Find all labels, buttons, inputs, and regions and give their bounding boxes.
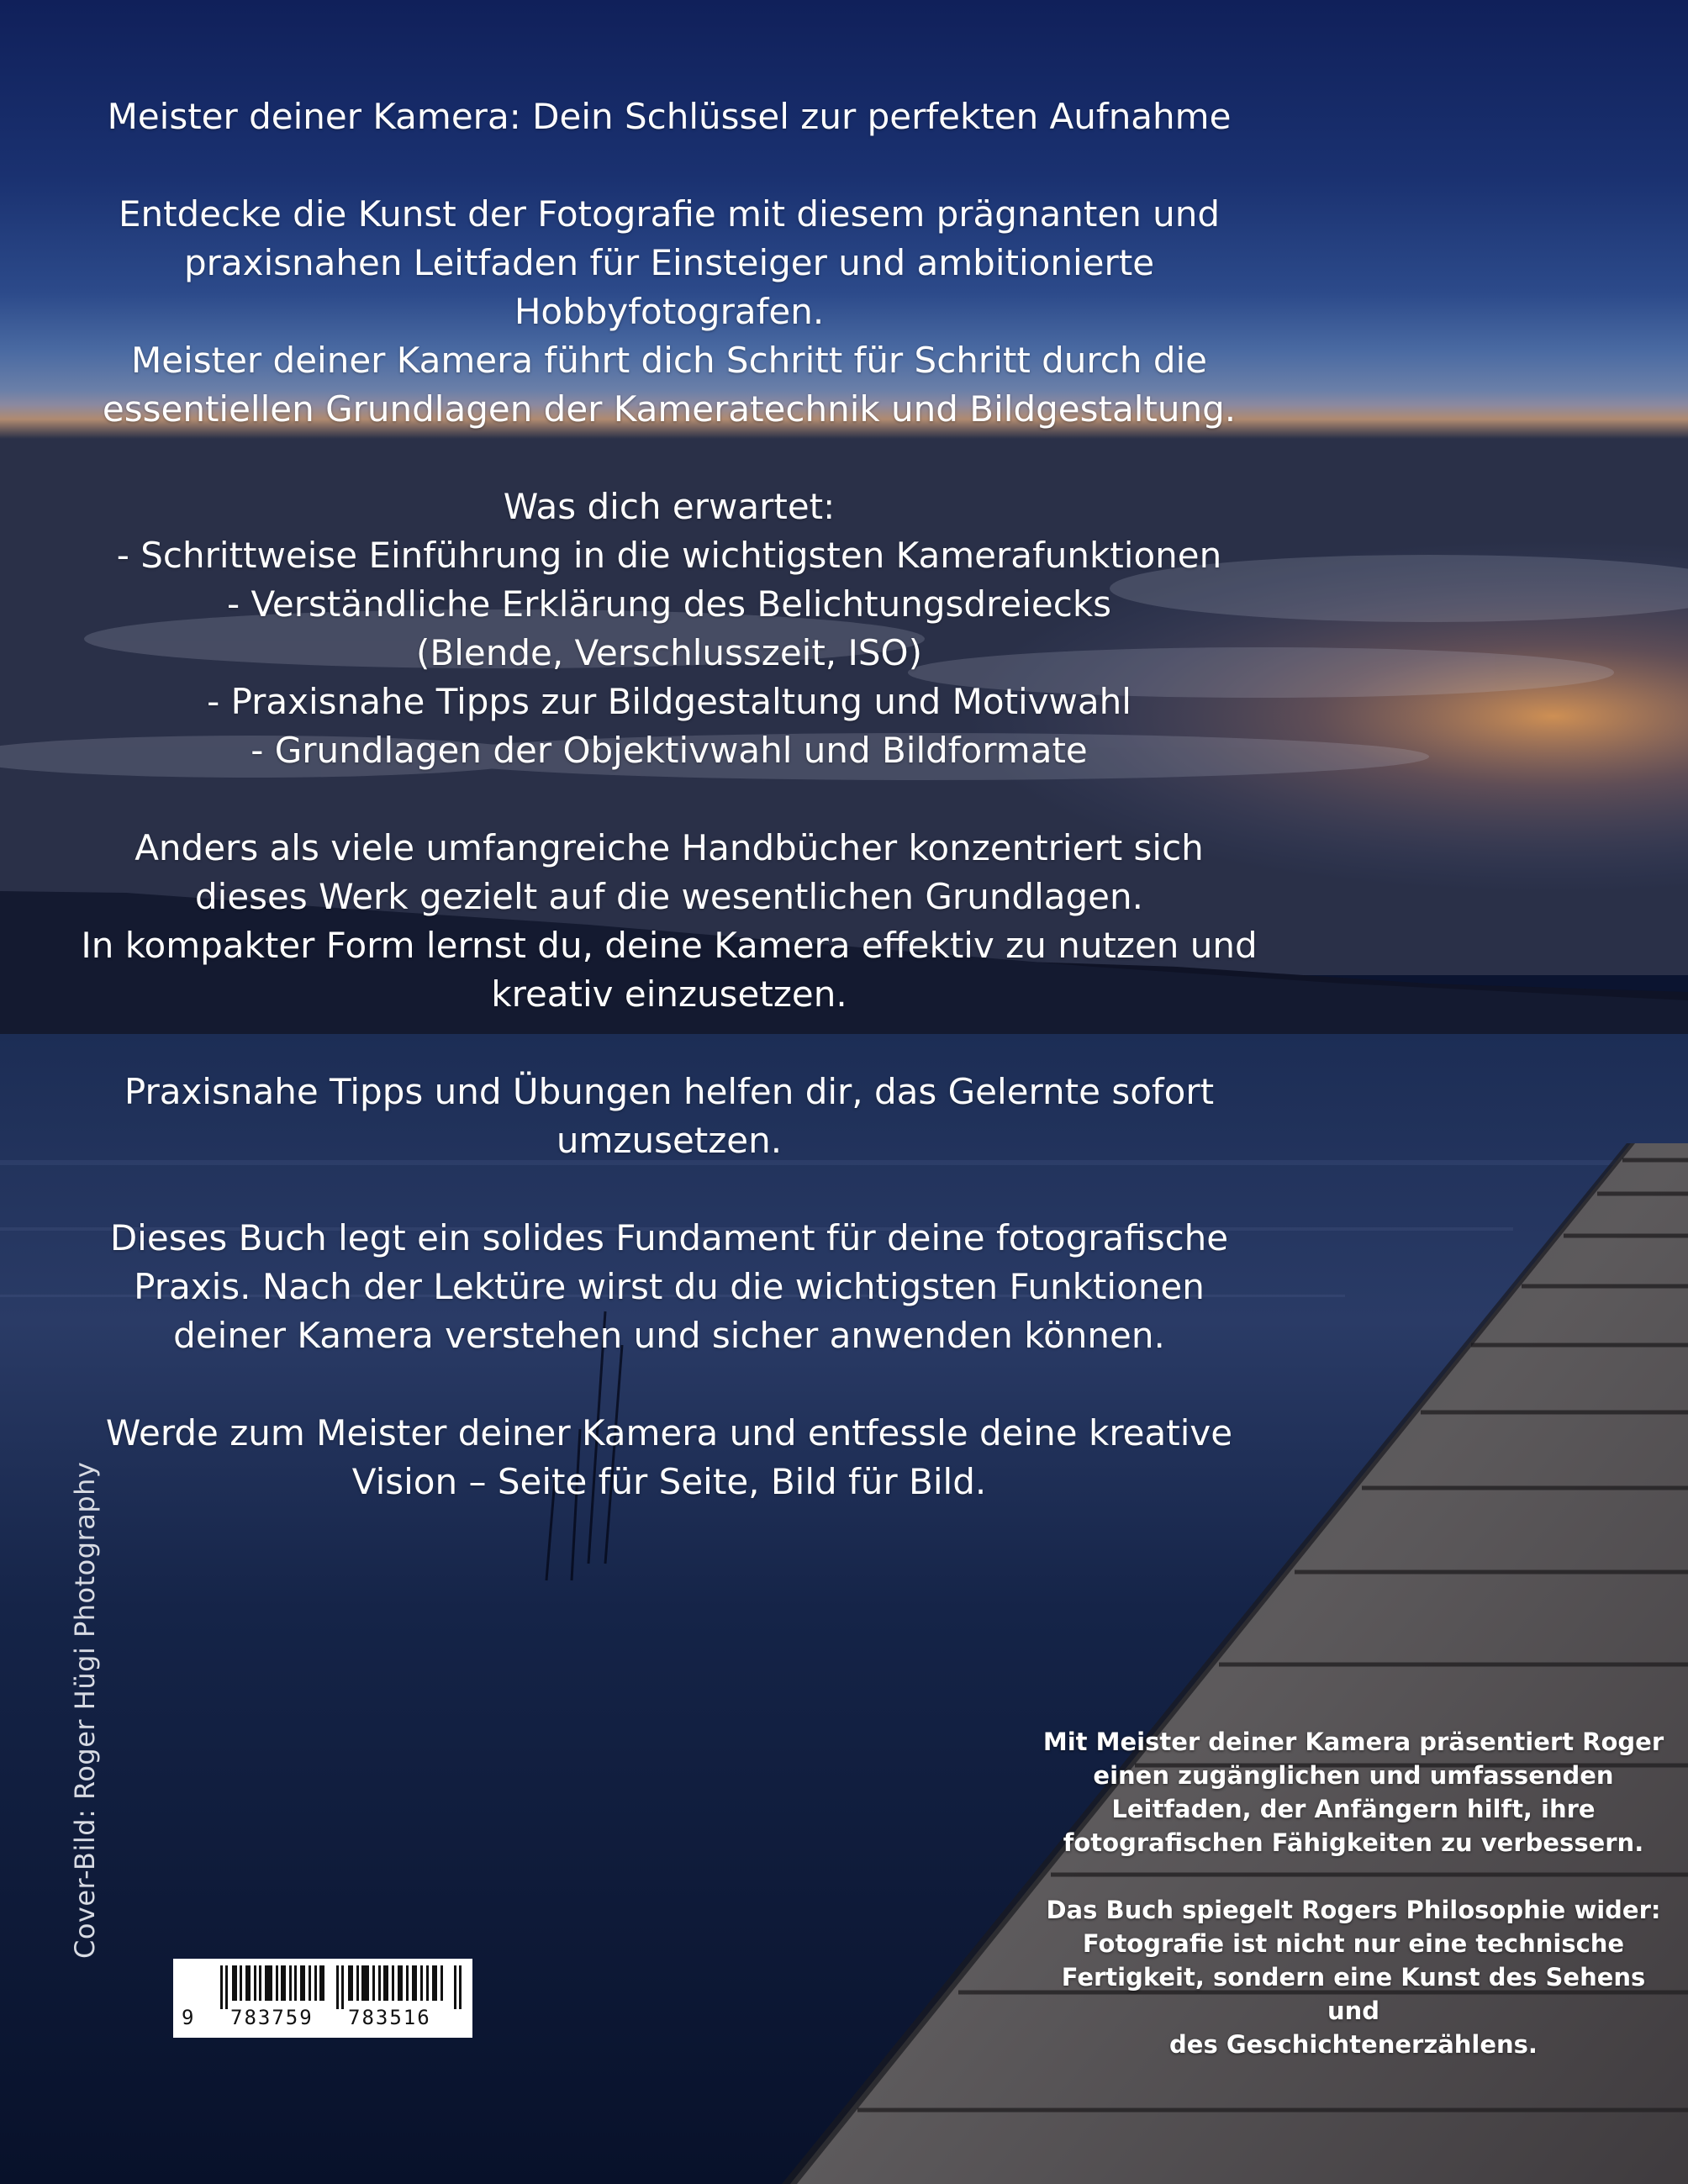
author-blurb-line: des Geschichtenerzählens. [1169, 2030, 1538, 2059]
expect-item: - Praxisnahe Tipps zur Bildgestaltung und Motivwahl [207, 681, 1131, 722]
practice-line: umzusetzen. [556, 1120, 783, 1161]
practice-line: Praxisnahe Tipps und Übungen helfen dir, das Gelernte sofort [124, 1071, 1215, 1112]
focus-line: In kompakter Form lernst du, deine Kamera effektiv zu nutzen und [81, 925, 1258, 966]
barcode-right-group: 783516 [348, 2006, 431, 2029]
author-blurb-line: einen zugänglichen und umfassenden [1093, 1761, 1614, 1790]
focus-line: kreativ einzusetzen. [491, 973, 847, 1015]
intro-line: Hobbyfotografen. [514, 291, 825, 332]
closing-line: Vision – Seite für Seite, Bild für Bild. [351, 1461, 987, 1502]
author-blurb-line: Fotografie ist nicht nur eine technische [1082, 1929, 1625, 1958]
focus-line: dieses Werk gezielt auf die wesentlichen Grundlagen. [195, 876, 1143, 917]
expect-item: - Schrittweise Einführung in die wichtigsten Kamerafunktionen [116, 535, 1222, 576]
expect-item: - Verständliche Erklärung des Belichtungsdreiecks [226, 583, 1112, 625]
author-blurb-line: Leitfaden, der Anfängern hilft, ihre [1111, 1795, 1596, 1823]
foundation-line: deiner Kamera verstehen und sicher anwenden können. [173, 1315, 1165, 1356]
expect-item: (Blende, Verschlusszeit, ISO) [416, 632, 922, 673]
isbn-barcode [173, 1959, 472, 2038]
barcode-first-digit: 9 [182, 2006, 194, 2029]
intro-line: essentiellen Grundlagen der Kameratechnik und Bildgestaltung. [102, 388, 1237, 430]
intro-line: praxisnahen Leitfaden für Einsteiger und ambitionierte [183, 242, 1155, 283]
blurb-main [81, 92, 1258, 1506]
author-blurb-line: Mit Meister deiner Kamera präsentiert Roger [1042, 1728, 1664, 1756]
author-blurb-line: Das Buch spiegelt Rogers Philosophie wider: [1046, 1896, 1661, 1924]
focus-line: Anders als viele umfangreiche Handbücher konzentriert sich [135, 827, 1204, 868]
intro-line: Entdecke die Kunst der Fotografie mit diesem prägnanten und [118, 193, 1221, 235]
closing-line: Werde zum Meister deiner Kamera und entfessle deine kreative [105, 1412, 1233, 1453]
foundation-line: Dieses Buch legt ein solides Fundament für deine fotografische [109, 1217, 1229, 1258]
author-blurb-line: fotografischen Fähigkeiten zu verbessern. [1063, 1828, 1644, 1857]
barcode-bars [220, 1965, 464, 2009]
expect-item: - Grundlagen der Objektivwahl und Bildformate [251, 730, 1088, 771]
photo-credit: Cover-Bild: Roger Hügi Photography [69, 1461, 101, 1959]
intro-line: Meister deiner Kamera führt dich Schritt für Schritt durch die [130, 340, 1207, 381]
expect-heading: Was dich erwartet: [503, 486, 836, 527]
foundation-line: Praxis. Nach der Lektüre wirst du die wichtigsten Funktionen [134, 1266, 1205, 1307]
blurb-title: Meister deiner Kamera: Dein Schlüssel zur perfekten Aufnahme [107, 96, 1232, 137]
barcode-left-group: 783759 [230, 2006, 314, 2029]
author-blurb [1042, 1725, 1664, 2061]
author-blurb-line: Fertigkeit, sondern eine Kunst des Sehens und [1061, 1963, 1646, 2025]
